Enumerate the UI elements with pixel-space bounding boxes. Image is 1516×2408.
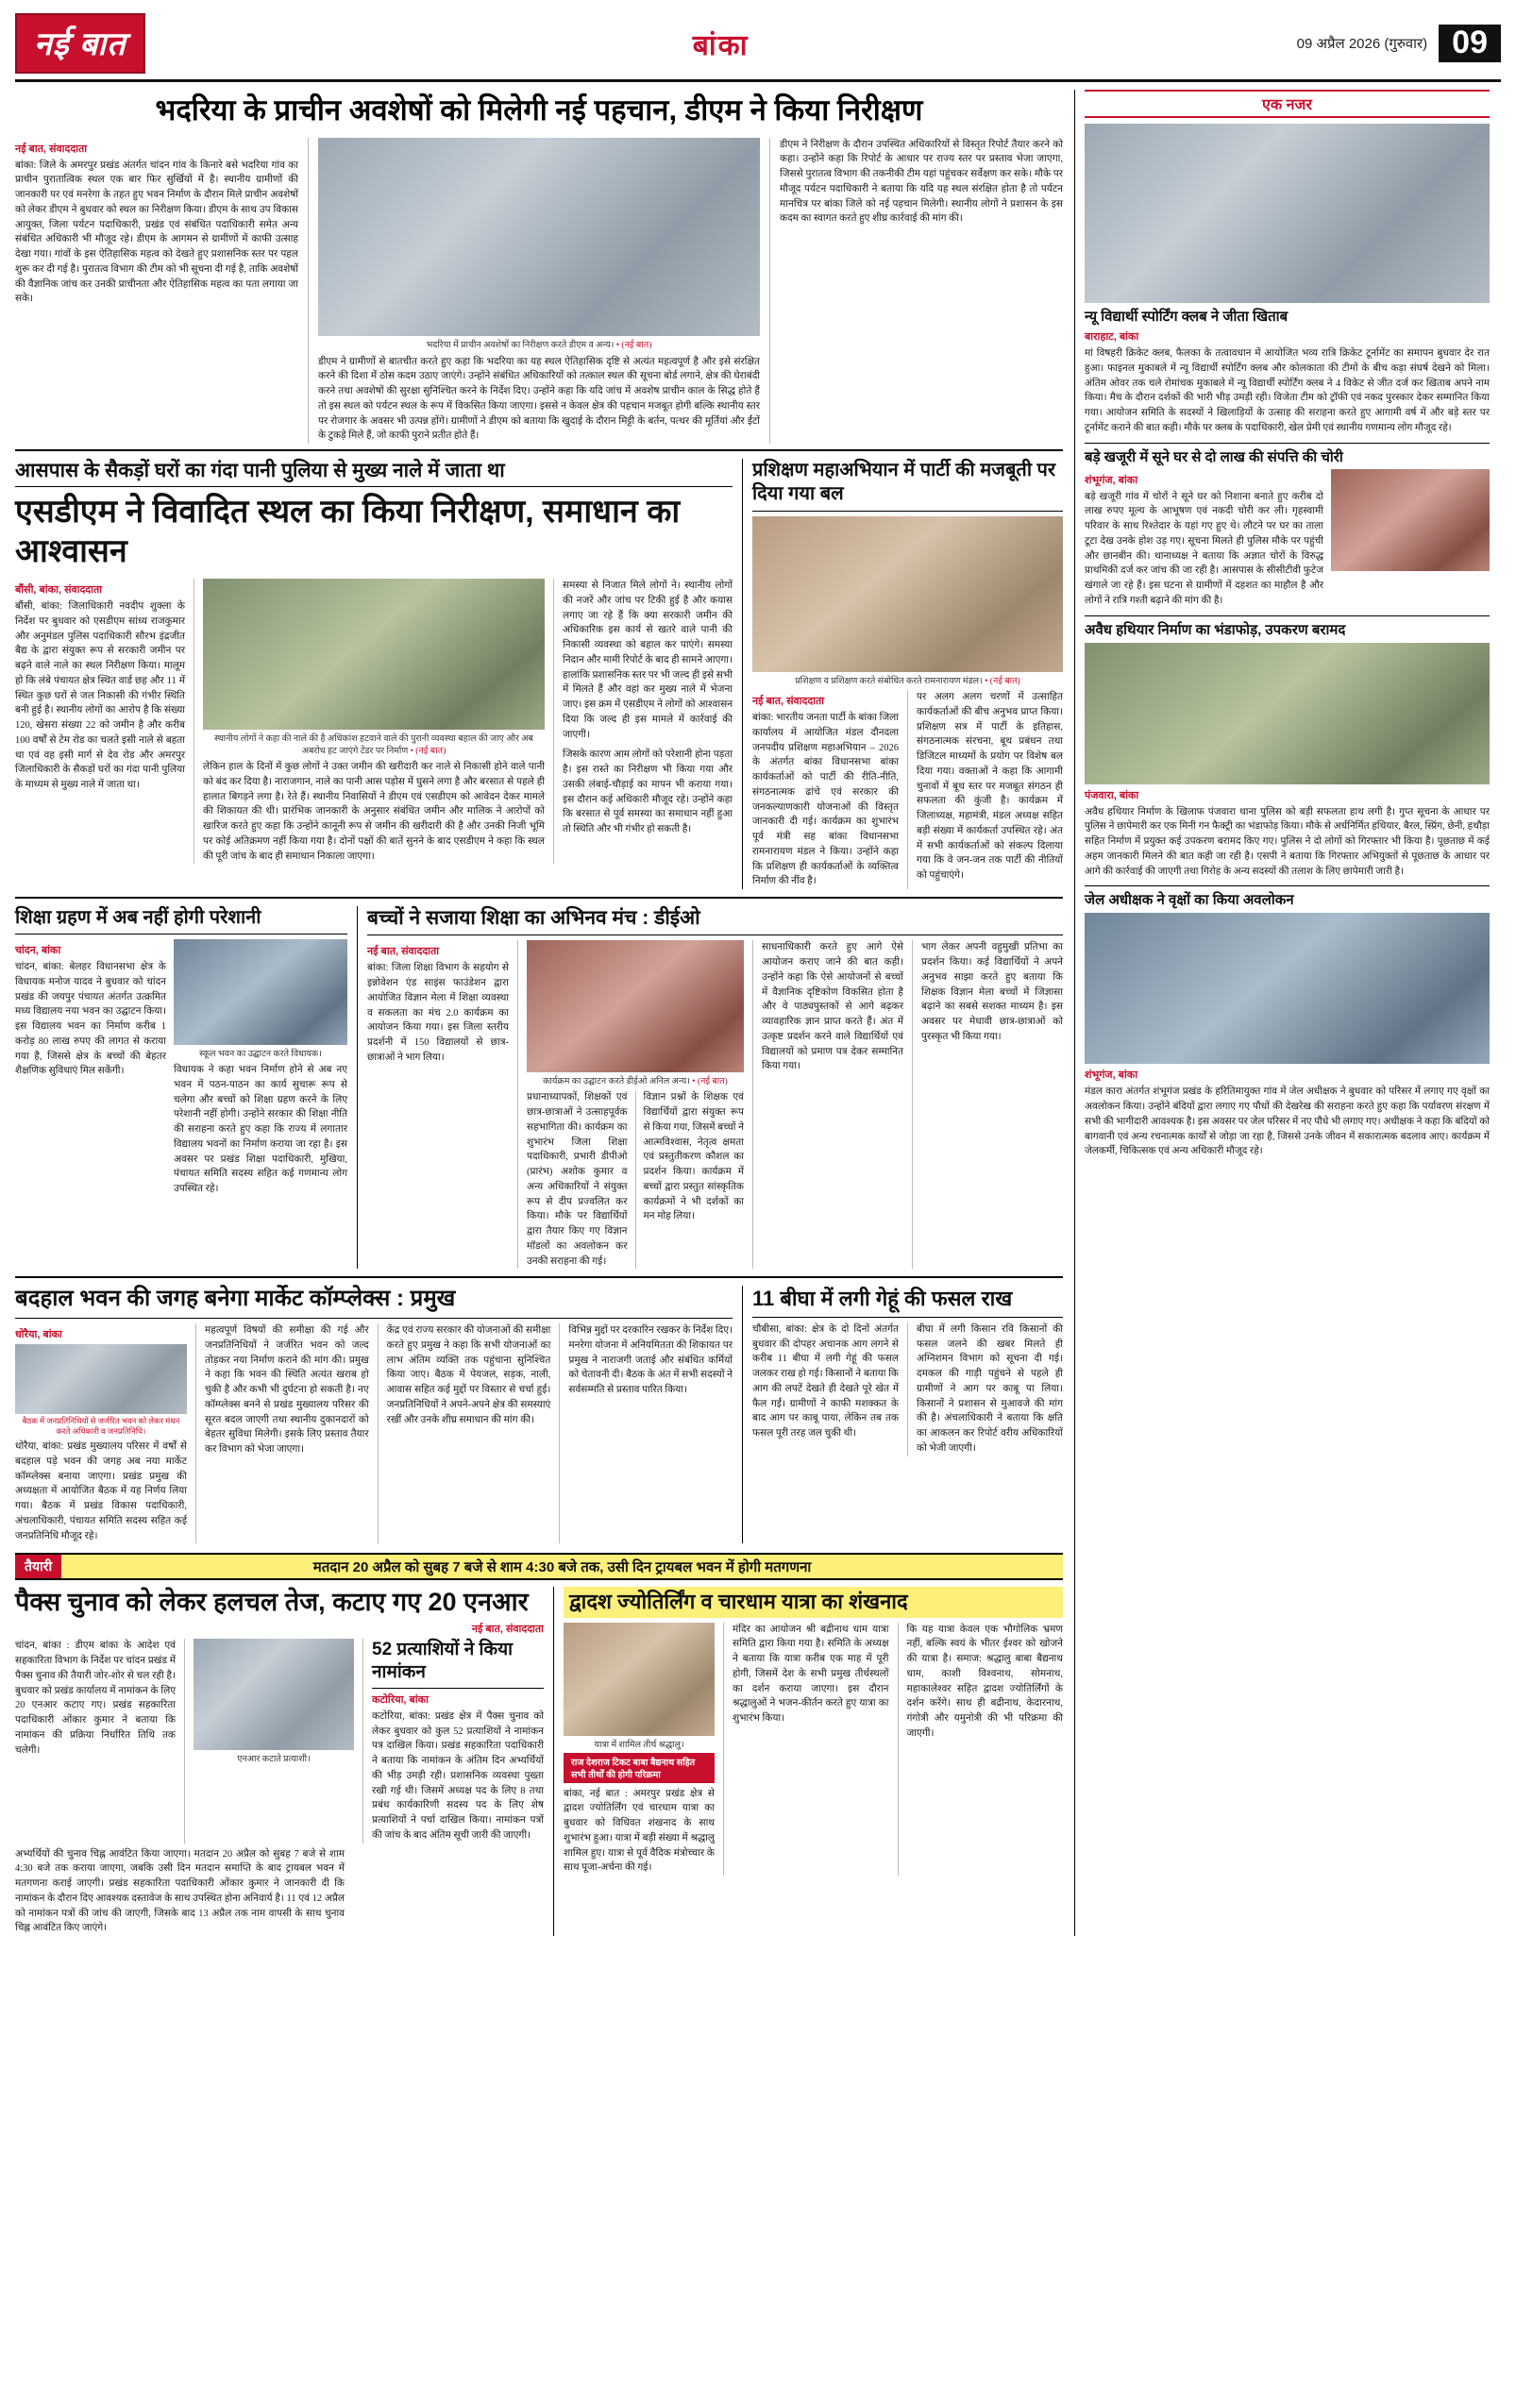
market-col-2: महत्वपूर्ण विषयों की समीक्षा की गई और जनप्रतिनिधियों ने जर्जरित भवन को जल्द तोड़कर नया निर्माण कराने की मांग की। प्रमुख ने कहा कि भवन की स्थिति अत्यंत खराब हो चुकी है और कभी भी दुर्घटना हो सकती है। नए कॉम्प्लेक्स बनने से प्रखंड मुख्यालय परिसर की सूरत बदल जाएगी तथा स्थानीय दुकानदारों को बेहतर सुविधा मिलेगी। इसके लिए प्रस्ताव तैयार कर विभाग को भेजा जाएगा। (205, 1325, 369, 1456)
training-col-2: पर अलग अलग चरणों में उत्साहित कार्यकर्ताओं की बीच अनुभव प्राप्त किया। प्रशिक्षण सत्र में पार्टी के इतिहास, संगठनात्मक संरचना, बूथ प्रबंधन तथा डिजिटल माध्यमों के प्रयोग पर विशेष बल दिया गया। वक्ताओं ने कहा कि आगामी चुनावों में बूथ स्तर पर मजबूत संगठन ही सफलता की कुंजी है। कार्यक्रम में जिलाध्यक्ष, महामंत्री, मंडल अध्यक्ष सहित बड़ी संख्या में कार्यकर्ता उपस्थित रहे। अंत में सभी कार्यकर्ताओं को संकल्प दिलाया गया कि वे जन-जन तक पार्टी की नीतियों को पहुंचाएंगे। (917, 692, 1063, 882)
dio-headline: बच्चों ने सजाया शिक्षा का अभिनव मंच : डीईओ (367, 906, 1063, 935)
publish-date: 09 अप्रैल 2026 (गुरुवार) (1296, 36, 1428, 52)
dio-col-4: साधनाधिकारी करते हुए आगे ऐसे आयोजन कराए जाने की बात कही। उन्होंने कहा कि ऐसे आयोजनों से बच्चों में वैज्ञानिक दृष्टिकोण विकसित होता है और वे पाठ्यपुस्तकों से आगे बढ़कर व्यावहारिक ज्ञान प्राप्त करते हैं। अंत में उत्कृष्ट प्रदर्शन करने वाले विद्यार्थियों एवं विद्यालयों को प्रमाण पत्र देकर सम्मानित किया गया। (762, 942, 903, 1072)
column-divider (184, 1639, 185, 1843)
story-pacs (15, 1587, 544, 1936)
sdm-caption-text: स्थानीय लोगों ने कहा की नाले की है अधिकांश हटवाने वाले की पुरानी व्यवस्था बहाल की जाए और अब अबरोध हट जाएंगे टेंडर पर निर्माण (214, 734, 533, 757)
pacs-col-2: अभ्यर्थियों की चुनाव चिह्न आवंटित किया जाएगा। मतदान 20 अप्रैल को सुबह 7 बजे से शाम 4:30 बजे तक कराया जाएगा, जबकि उसी दिन मतदान समाप्ति के बाद ट्रायबल भवन में मतगणना कराई जाएगी। प्रखंड सहकारिता पदाधिकारी ओंकार कुमार ने जानकारी दी कि नामांकन के दौरान दिए आवश्यक दस्तावेज के साथ उपस्थित होना अनिवार्य है। 11 एवं 12 अप्रैल को नामांकन पत्रों की जांच की जाएगी, जिसके बाद 13 अप्रैल तक नाम वापसी के साथ चुनाव चिह्न आवंटित किए जाएंगे। (15, 1848, 345, 1934)
column-divider (907, 690, 908, 889)
wheat-col-2: बीघा में लगी किसान रवि किसानों की फसल जलने की खबर मिलते ही अग्निशमन विभाग को सूचना दी गई। दमकल की गाड़ी पहुंचने से पहले ही ग्रामीणों ने आग पर काबू पा लिया। किसानों ने प्रशासन से मुआवजे की मांग की है। अंचलाधिकारी ने बताया कि क्षति का आकलन कर रिपोर्ट वरीय अधिकारियों को भेजी जाएगी। (917, 1323, 1063, 1454)
column-divider (195, 1323, 196, 1543)
dio-caption-text: कार्यक्रम का उद्घाटन करते डीईओ अनिल अन्य। (543, 1077, 690, 1087)
section-divider (553, 1587, 554, 1936)
rail-top-photo (1085, 124, 1490, 303)
rail-item-text: अवैध हथियार निर्माण के खिलाफ पंजवारा थाना पुलिस को बड़ी सफलता हाथ लगी है। गुप्त सूचना के आधार पर पुलिस ने छापेमारी कर एक मिनी गन फैक्ट्री का भंडाफोड़ किया। मौके से अर्धनिर्मित हथियार, बैरल, स्प्रिंग, छेनी, हथौड़ा सहित निर्माण में प्रयुक्त कई उपकरण बरामद किए गए। पुलिस ने दो लोगों को गिरफ्तार भी किया है। पूछताछ में कई अहम जानकारी मिलने की बात कही जा रही है। एसपी ने बताया कि गिरफ्तार अभियुक्तों से पूछताछ के आधार पर आगे की कार्रवाई की जाएगी तथा गिरोह के अन्य सदस्यों की तलाश के लिए छापेमारी जारी है। (1085, 806, 1490, 877)
banner-text: मतदान 20 अप्रैल को सुबह 7 बजे से शाम 4:30 बजे तक, उसी दिन ट्रायबल भवन में होगी मतगणना (61, 1555, 1063, 1578)
rail-item-text: मां विषहरी क्रिकेट क्लब, फैलका के तत्वावधान में आयोजित भव्य रात्रि क्रिकेट टूर्नामेंट का समापन बुधवार देर रात हुआ। फाइनल मुकाबले में न्यू विद्यार्थी स्पोर्टिंग क्लब और कोलकाता की टीमों के बीच कड़ा संघर्ष देखने को मिला। अंतिम ओवर तक चले रोमांचक मुकाबले में न्यू विद्यार्थी स्पोर्टिंग क्लब ने 4 विकेट से जीत दर्ज कर खिताब अपने नाम किया। मैच के दौरान दर्शकों की भारी भीड़ उमड़ी रही। विजेता टीम को ट्रॉफी एवं नकद पुरस्कार देकर सम्मानित किया गया। आयोजन समिति के सदस्यों ने खिलाड़ियों के उत्साह की सराहना करते हुए आगामी वर्ष में और बड़े स्तर पर टूर्नामेंट कराने की बात कही। मौके पर क्लब के पदाधिकारी, खेल प्रेमी एवं स्थानीय गणमान्य लोग मौजूद रहे। (1085, 348, 1490, 433)
market-col-1: धोरैया, बांका: प्रखंड मुख्यालय परिसर में वर्षों से बदहाल पड़े भवन की जगह अब नया मार्केट कॉम्प्लेक्स बनाया जाएगा। प्रखंड प्रमुख की अध्यक्षता में आयोजित बैठक में यह निर्णय लिया गया। बैठक में प्रखंड विकास पदाधिकारी, अंचलाधिकारी, पंचायत समिति सदस्य सहित कई जनप्रतिनिधि मौजूद रहे। (15, 1441, 187, 1541)
training-caption-credit: • (नई बात) (985, 677, 1020, 687)
rail-item (1085, 622, 1490, 880)
rail-item-byline: शंभूगंज, बांका (1085, 474, 1138, 486)
sdm-col-4: जिसके कारण आम लोगों को परेशानी होना पड़ता है। इस रास्ते का निरीक्षण भी किया गया और उसकी लंबाई-चौड़ाई का मापन भी कराया गया। इस दौरान कई अधिकारी मौजूद रहे। उन्होंने कहा कि बरसात से पूर्व समस्या का समाधान नहीं हुआ तो स्थिति और भी गंभीर हो सकती है। (563, 749, 733, 835)
column-divider (559, 1323, 560, 1543)
pacs-col-1: चांदन, बांका : डीएम बांका के आदेश एवं सहकारिता विभाग के निर्देश पर चांदन प्रखंड में पैक्स चुनाव की तैयारी जोर-शोर से चल रही है। बुधवार को प्रखंड कार्यालय में नामांकन के लिए 20 एनआर कटाए गए। प्रखंड सहकारिता पदाधिकारी ओंकार कुमार ने बताया कि नामांकन की प्रक्रिया निर्धारित तिथि तक चलेगी। (15, 1641, 176, 1756)
rail-item-text: मंडल कारा अंतर्गत शंभूगंज प्रखंड के हरितिमायुक्त गांव में जेल अधीक्षक ने बुधवार को परिसर में लगाए गए वृक्षों का अवलोकन किया। उन्होंने बंदियों द्वारा लगाए गए पौधों की देखरेख की सराहना करते हुए कहा कि पर्यावरण संरक्षण में सभी की भागीदारी आवश्यक है। इस अवसर पर जेल परिसर में नए पौधे भी लगाए गए। अधीक्षक ने कहा कि बंदियों को बागवानी एवं अन्य रचनात्मक कार्यों से जोड़ा जा रहा है, जिससे उनके जीवन में सकारात्मक बदलाव आए। कार्यक्रम में जेलकर्मी, चिकित्सक एवं अन्य अधिकारी मौजूद रहे। (1085, 1086, 1490, 1157)
market-photo-caption: बैठक में जनप्रतिनिधियों से जर्जरित भवन को लेकर मंथन करते अधिकारी व जनप्रतिनिधि। (22, 1416, 180, 1437)
jyotirling-col-3: कि यह यात्रा केवल एक भौगोलिक भ्रमण नहीं, बल्कि स्वयं के भीतर ईश्वर को खोजने की यात्रा है। समाज: श्रद्धालु बाबा बैद्यनाथ धाम, काशी विश्वनाथ, सोमनाथ, महाकालेश्वर सहित द्वादश ज्योतिर्लिंगों के दर्शन करेंगे। साथ ही बद्रीनाथ, केदारनाथ, गंगोत्री और यमुनोत्री की भी परिक्रमा की जाएगी। (906, 1624, 1063, 1739)
pacs-photo (194, 1639, 354, 1750)
dio-col-1: बांका: जिला शिक्षा विभाग के सहयोग से इन्नोवेशन एंड साइंस फाउंडेशन द्वारा आयोजित विज्ञान मेला में शिक्षा व्यवस्था व सकलता का मंच 2.0 कार्यक्रम का आयोजन किया गया। इस जिला स्तरीय प्रदर्शनी में 150 विद्यालयों से छात्र-छात्राओं ने भाग लिया। (367, 963, 509, 1063)
training-byline: नई बात, संवाददाता (752, 696, 825, 708)
page-body (15, 90, 1501, 1936)
sdm-photo (203, 579, 545, 730)
story-market (15, 1286, 733, 1543)
school-photo (174, 939, 347, 1045)
sdm-headline: एसडीएम ने विवादित स्थल का किया निरीक्षण, समाधान का आश्वासन (15, 494, 681, 569)
market-photo (15, 1344, 187, 1414)
dio-col-3: विज्ञान प्रश्नों के शिक्षक एवं विद्यार्थियों द्वारा संयुक्त रूप से किया गया, जिसमें बच्चों ने आत्मविश्वास, नेतृत्व क्षमता एवं प्रस्तुतीकरण कौशल का प्रदर्शन किया। कार्यक्रम में बच्चों द्वारा प्रस्तुत सांस्कृतिक कार्यक्रमों ने भी दर्शकों का मन मोह लिया। (643, 1092, 744, 1222)
section-divider (357, 906, 358, 1269)
rail-item-text: बड़े खजूरी गांव में चोरों ने सूने घर को निशाना बनाते हुए करीब दो लाख रुपए मूल्य के आभूषण एवं नकदी चोरी कर ली। गृहस्वामी परिवार के साथ रिश्तेदार के यहां गए हुए थे। लौटने पर घर का ताला टूटा देख उनके होश उड़ गए। सूचना मिलते ही पुलिस मौके पर पहुंची और छानबीन की। थानाध्यक्ष ने बताया कि अज्ञात चोरों के विरुद्ध प्राथमिकी दर्ज कर जांच की जा रही है। आसपास के सीसीटीवी फुटेज खंगाले जा रहे हैं। इस घटना से ग्रामीणों में दहशत का माहौल है और लोगों ने रात्रि गश्ती बढ़ाने की मांग की है। (1085, 491, 1323, 606)
dio-col-2: प्रधानाध्यापकों, शिक्षकों एवं छात्र-छात्राओं ने उत्साहपूर्वक सहभागिता की। कार्यक्रम का शुभारंभ जिला शिक्षा पदाधिकारी, प्रभारी डीपीओ (प्रारंभ) अशोक कुमार व अन्य अधिकारियों ने संयुक्त रूप से दीप प्रज्वलित कर किया। मौके पर विद्यार्थियों द्वारा तैयार किए गए विज्ञान मॉडलों का अवलोकन कर उनकी सराहना की गई। (527, 1092, 628, 1267)
column-divider (752, 940, 753, 1269)
column-divider (362, 1639, 363, 1843)
fifty-two-headline: 52 प्रत्याशियों ने किया नामांकन (372, 1639, 544, 1689)
dio-caption-credit: • (नई बात) (692, 1077, 728, 1087)
lead-col-1: बांका: जिले के अमरपुर प्रखंड अंतर्गत चांदन गांव के किनारे बसे भदरिया गांव का प्राचीन पुरातात्विक स्थल एक बार फिर सुर्खियों में है। स्थानीय ग्रामीणों की जानकारी पर एवं मनरेगा के तहत हुए भवन निर्माण के दौरान मिले प्राचीन अवशेषों को लेकर डीएम ने बुधवार को स्थल का निरीक्षण किया। डीएम के साथ उप विकास आयुक्त, जिला पर्यटन पदाधिकारी, प्रखंड एवं संबंधित पदाधिकारी समेत अन्य संबंधित अधिकारी भी मौजूद रहे। डीएम के आगमन से ग्रामीणों में काफी उत्साह देखा गया। गांवों के इस ऐतिहासिक महत्व को देखते हुए प्रशासनिक स्तर पर पहल शुरू कर दी गई है। पुरातत्व विभाग की टीम को भी सूचना दी गई है, ताकि अवशेषों की वैज्ञानिक जांच कर उनकी प्राचीनता और ऐतिहासिक महत्व का पता लगाया जा सके। (15, 160, 298, 305)
rail-item-title: अवैध हथियार निर्माण का भंडाफोड़, उपकरण बरामद (1085, 621, 1346, 638)
story-dio (367, 906, 1063, 1269)
banner-tag: तैयारी (15, 1555, 61, 1578)
sdm-col-2: लेकिन हाल के दिनों में कुछ लोगों ने उक्त जमीन की खरीदारी कर नाले से निकासी होने वाले पानी को बंद कर दिया है। नाराजगान, नाले का पानी आस पड़ोस में घुसने लगा है और बरसात से पहले ही हालात बिगड़ने लगा है। रेते हैं। स्थानीय निवासियों ने डीएम एवं एसडीएम को आवेदन देकर मामले की शिकायत की थी। प्रारंभिक जानकारी के अनुसार संबंधित जमीन और मालिक ने आरोपों को खारिज करते हुए कहा कि उन्होंने कानूनी रूप से जमीन की खरीदारी की है और उनकी निजी भूमि पर कोई अतिक्रमण नहीं किया गया है। दोनों पक्षों की बातें सुनने के बाद एसडीएम ने कहा कि स्थल की पूरी जांच के बाद ही समाधान निकाला जाएगा। (203, 762, 545, 862)
column-divider (308, 138, 309, 445)
pacs-photo-caption: एनआर कटाते प्रत्याशी। (237, 1755, 311, 1765)
school-byline: चांदन, बांका (15, 945, 61, 957)
column-divider (378, 1323, 379, 1543)
dio-col-5: भाग लेकर अपनी वहुमुखी प्रतिभा का प्रदर्शन किया। कई विद्यार्थियों ने अपने अनुभव साझा करते हुए बताया कि शिक्षक विज्ञान मेला बच्चों में जिज्ञासा बढ़ाने का सबसे सशक्त माध्यम है। इस अवसर पर मेधावी छात्र-छात्राओं को पुरस्कृत भी किया गया। (921, 942, 1063, 1042)
rail-item-byline: पंजवारा, बांका (1085, 789, 1139, 801)
sdm-kicker: आसपास के सैकड़ों घरों का गंदा पानी पुलिया से मुख्य नाले में जाता था (15, 459, 733, 487)
rail-divider (1085, 885, 1490, 886)
sdm-byline: बौंसी, बांका, संवाददाता (15, 584, 103, 597)
rail-item (1085, 449, 1490, 609)
school-col-2: विधायक ने कहा भवन निर्माण होने से अब नए भवन में पठन-पाठन का कार्य सुचारू रूप से चलेगा और बच्चों को शिक्षा ग्रहण करने के लिए परेशानी नहीं होगी। उन्होंने सरकार की शिक्षा नीति की सराहना करते हुए कहा कि राज्य में लगातार विद्यालय भवनों का निर्माण कराया जा रहा है। इस अवसर पर प्रखंड शिक्षा पदाधिकारी, मुखिया, पंचायत समिति सदस्य सहित कई गणमान्य लोग उपस्थित रहे। (174, 1065, 347, 1195)
jyotirling-col-1: बांका, नई बात : अमरपुर प्रखंड क्षेत्र से द्वादश ज्योतिर्लिंग एवं चारधाम यात्रा का बुधवार को विधिवत शंखनाद के साथ शुभारंभ हुआ। यात्रा में बड़ी संख्या में श्रद्धालु शामिल हुए। यात्रा से पूर्व वैदिक मंत्रोच्चार के साथ पूजा-अर्चना की गई। (564, 1788, 715, 1874)
jyotirling-kicker: राज देशराज टिकट बाबा बैद्यनाथ सहित सभी तीर्थों की होगी परिक्रमा (564, 1753, 715, 1783)
lead-caption-text: भदरिया में प्राचीन अवशेषों का निरीक्षण करते डीएम व अन्य। (426, 340, 615, 350)
rail-item-photo (1085, 643, 1490, 784)
training-col-1: बांका: भारतीय जनता पार्टी के बांका जिला कार्यालय में आयोजित मंडल दौनदला जनपदीय प्रशिक्षण महाअभियान – 2026 के अंतर्गत बांका विधानसभा बांका कार्यकर्ताओं को पार्टी की रीति-नीति, संगठनात्मक ढांचे एवं सरकार की जनकल्याणकारी योजनाओं की विस्तृत जानकारी दी गई। कार्यक्रम का शुभारंभ पूर्व मंत्री सह बांका विधानसभा रामनारायण मंडल ने किया। उन्होंने कहा कि प्रशिक्षण ही कार्यकर्ताओं के व्यक्तित्व निर्माण की नींव है। (752, 713, 899, 887)
sdm-col-1: बौंसी, बांका: जिलाधिकारी नवदीप शुक्ला के निर्देश पर बुधवार को एसडीएम सांध्य राजकुमार और अनुमंडल पुलिस पदाधिकारी सौरभ इंद्रजीत बैद्य के द्वारा संयुक्त रूप से सरकारी जमीन पर बढ़ने वाले नाले का स्थल निरीक्षण किया। मालूम हो कि लंबे पंचायत क्षेत्र स्थित वार्ड छह और 11 में स्थित कुछ घरों से जल निकासी की गंभीर स्थिति बनी हुई है। स्थानीय लोगों का आरोप है कि संख्या 120, खेसरा संख्या 22 को जमीन है और करीब 100 वर्षों से टेम रोड का चलते इसी नाले से बहता था एवं वह इसी मार्ग से देव रोड और अमरपुर जिलाधिकारी के सैकड़ों घरों का गंदा पानी पुलिया के माध्यम से मुख्य नाले में जाता था। (15, 601, 185, 791)
rail-item-title: न्यू विद्यार्थी स्पोर्टिंग क्लब ने जीता खिताब (1085, 309, 1289, 325)
date-page-group (1297, 25, 1501, 62)
lead-photo (318, 138, 760, 336)
lead-caption-credit: • (नई बात) (615, 340, 652, 350)
sdm-caption-credit: • (नई बात) (410, 747, 446, 757)
election-banner (15, 1553, 1063, 1580)
market-col-3: केंद्र एवं राज्य सरकार की योजनाओं की समीक्षा करते हुए प्रमुख ने कहा कि सभी योजनाओं का लाभ अंतिम व्यक्ति तक पहुंचाना सुनिश्चित किया जाए। बैठक में पेयजल, सड़क, नाली, आवास सहित कई मुद्दों पर विस्तार से चर्चा हुई। जनप्रतिनिधियों ने अपने-अपने क्षेत्र की समस्याएं रखीं और उनके शीघ्र समाधान की मांग की। (386, 1325, 551, 1425)
story-training (752, 459, 1063, 889)
training-photo-caption (752, 672, 1063, 686)
dio-photo (527, 940, 744, 1072)
column-divider (907, 1322, 908, 1457)
masthead (15, 13, 1501, 82)
market-headline: बदहाल भवन की जगह बनेगा मार्केट कॉम्प्लेक्स : प्रमुख (15, 1286, 733, 1319)
dio-photo-caption (527, 1072, 744, 1086)
sidebar-ek-nazar (1074, 90, 1490, 1936)
column-divider (635, 1090, 636, 1269)
page-number: 09 (1439, 25, 1501, 62)
school-col-1: चांदन, बांका: बेलहर विधानसभा क्षेत्र के विधायक मनोज यादव ने बुधवार को चांदन प्रखंड की जयपुर पंचायत अंतर्गत उत्क्रमित मध्य विद्यालय नया भवन का उद्घाटन किया। इस विद्यालय भवन का निर्माण करीब 1 करोड़ 80 लाख रुपए की लागत से कराया गया है, जिससे क्षेत्र के बच्चों की बेहतर शैक्षणिक सुविधाएं मिल सकेंगी। (15, 962, 166, 1077)
section-divider (742, 459, 743, 889)
wheat-col-1: चौबीसा, बांका: क्षेत्र के दो दिनों अंतर्गत बुधवार की दोपहर अचानक आग लगने से करीब 11 बीघा में लगी गेहूं की फसल जलकर राख हो गई। किसानों ने बताया कि आग की लपटें देखते ही देखते पूरे खेत में फैल गईं। ग्रामीणों ने काफी मशक्कत के बाद आग पर काबू पाया, लेकिन तब तक फसल पूरी तरह जल चुकी थी। (752, 1323, 899, 1440)
rail-divider (1085, 443, 1490, 444)
story-jyotirling (564, 1587, 1063, 1936)
pacs-headline: पैक्स चुनाव को लेकर हलचल तेज, कटाए गए 20 एनआर (15, 1588, 529, 1617)
jyotirling-photo-caption: यात्रा में शामिल तीर्थ श्रद्धालु। (594, 1740, 684, 1750)
lead-photo-caption (318, 336, 760, 350)
lead-byline: नई बात, संवाददाता (15, 143, 88, 155)
school-photo-caption: स्कूल भवन का उद्घाटन करते विधायक। (199, 1050, 322, 1060)
rail-item-byline: शंभूगंज, बांका (1085, 1069, 1138, 1082)
fifty-two-byline: कटोरिया, बांका (372, 1693, 429, 1706)
training-caption-text: प्रशिक्षण व प्रशिक्षण करते संबोधित करते रामनारायण मंडल। (795, 677, 983, 687)
rail-item-byline: बाराहाट, बांका (1085, 331, 1139, 343)
column-divider (517, 940, 518, 1269)
market-byline: धोरैया, बांका (15, 1329, 62, 1341)
pacs-byline: नई बात, संवाददाता (471, 1624, 544, 1636)
story-school (15, 906, 347, 1269)
newspaper-logo: नई बात (15, 13, 145, 74)
rail-banner: एक नजर (1085, 90, 1490, 118)
jyotirling-headline: द्वादश ज्योतिर्लिंग व चारधाम यात्रा का शंखनाद (569, 1590, 908, 1614)
lead-story (15, 90, 1063, 451)
lead-col-3: डीएम ने निरीक्षण के दौरान उपस्थित अधिकारियों से विस्तृत रिपोर्ट तैयार करने को कहा। उन्होंने कहा कि रिपोर्ट के आधार पर राज्य स्तर पर प्रस्ताव भेजा जाएगा, जिससे पुरातत्व विभाग की तकनीकी टीम यहां पहुंचकर सर्वेक्षण कर सके। मौके पर मौजूद पर्यटन पदाधिकारी ने बताया कि यदि यह स्थल संरक्षित होता है तो पर्यटन मानचित्र पर बांका जिले को नई पहचान मिलेगी। स्थानीय लोगों ने प्रशासन के इस कदम का स्वागत करते हुए शीघ्र कार्रवाई की मांग की। (780, 139, 1063, 225)
jyotirling-col-2: मंदिर का आयोजन श्री बद्रीनाथ धाम यात्रा समिति द्वारा किया गया है। समिति के अध्यक्ष ने बताया कि यात्रा करीब एक माह में पूरी होगी, जिसमें देश के सभी प्रमुख तीर्थस्थलों का दर्शन कराया जाएगा। इस दौरान श्रद्धालुओं ने भजन-कीर्तन करते हुए यात्रा का शुभारंभ किया। (733, 1624, 889, 1725)
fifty-two-col-1: कटोरिया, बांका: प्रखंड क्षेत्र में पैक्स चुनाव को लेकर बुधवार को कुल 52 प्रत्याशियों ने नामांकन पत्र दाखिल किया। प्रखंड सहकारिता पदाधिकारी ने बताया कि नामांकन के अंतिम दिन अभ्यर्थियों की भीड़ उमड़ी रही। प्रशासनिक व्यवस्था पुख्ता रखी गई थी। जिसमें अध्यक्ष पद के लिए 8 तथा प्रबंध कार्यकारिणी सदस्य पद के लिए शेष प्रत्याशियों ने पर्चा दाखिल किया। नामांकन पत्रों की जांच के बाद अंतिम सूची जारी की जाएगी। (372, 1710, 544, 1841)
story-wheat (752, 1286, 1063, 1543)
rail-item-title: बड़े खजूरी में सूने घर से दो लाख की संपत्ति की चोरी (1085, 448, 1343, 465)
jyotirling-photo (564, 1623, 715, 1736)
rail-divider (1085, 615, 1490, 616)
column-divider (723, 1623, 724, 1877)
lead-col-2: डीएम ने ग्रामीणों से बातचीत करते हुए कहा कि भदरिया का यह स्थल ऐतिहासिक दृष्टि से अत्यंत महत्वपूर्ण है और इसे संरक्षित करने की दिशा में ठोस कदम उठाए जाएंगे। उन्होंने संबंधित अधिकारियों को तत्काल स्थल की सूचना बोर्ड लगाने, क्षेत्र की घेराबंदी करने तथा अवशेषों की सुरक्षा सुनिश्चित करने के निर्देश दिए। उन्होंने कहा कि यदि जांच में अवशेष प्राचीन काल के सिद्ध होते हैं तो इस स्थल को पर्यटन स्थल के रूप में विकसित किया जाएगा। इससे न केवल क्षेत्र की पहचान मजबूत होगी बल्कि स्थानीय स्तर पर रोजगार के अवसर भी उत्पन्न होंगे। ग्रामीणों ने डीएम को बताया कि खुदाई के दौरान मिट्टी के बर्तन, पत्थर की मूर्तियां और ईंटों के टुकड़े मिले हैं, जो काफी पुराने प्रतीत होते हैं। (318, 356, 761, 442)
column-divider (898, 1623, 899, 1877)
column-divider (912, 940, 913, 1269)
sdm-photo-caption (203, 730, 545, 756)
column-divider (553, 579, 554, 864)
rail-item (1085, 309, 1490, 436)
rail-item-photo (1085, 913, 1490, 1064)
sdm-col-3: समस्या से निजात मिले लोगों ने। स्थानीय लोगों की नजरें और जांच पर टिकी हुई है और कयास लगाए जा रहे हैं कि क्या सरकारी जमीन की अधिकारिक इस कार्य से खतरे वाले पानी की निकासी व्यवस्था को बहाल कर पाएंगे। समस्या निदान और मामी रिपोर्ट के बाद ही सामने आएगा। हालांकि प्रशासनिक स्तर पर भी जल्द ही इसे सभी में मिलते हैं और वहां कर मुख्य नाले में भेजना जाए। इस क्रम में एसडीएम ने लोगों को आश्वासन दिया कि जल्द ही इस मामले में कार्रवाई की जाएगी। (563, 581, 733, 740)
rail-item (1085, 892, 1490, 1159)
column-divider (769, 138, 770, 445)
edition-name: बांका (692, 29, 750, 61)
section-divider (742, 1286, 743, 1543)
wheat-headline: 11 बीघा में लगी गेहूं की फसल राख (752, 1286, 1063, 1318)
training-photo (752, 516, 1063, 672)
dio-byline: नई बात, संवाददाता (367, 946, 440, 958)
market-col-4: विभिन्न मुद्दों पर दरकारिन रखकर के निर्देश दिए। मनरेगा योजना में अनियमितता की शिकायत पर प्रमुख ने नाराजगी जताई और संबंधित कर्मियों को चेतावनी दी। बैठक के अंत में सभी सदस्यों ने सर्वसम्मति से प्रस्ताव पारित किया। (568, 1325, 733, 1396)
lead-headline: भदरिया के प्राचीन अवशेषों को मिलेगी नई पहचान, डीएम ने किया निरीक्षण (155, 93, 923, 126)
training-headline: प्रशिक्षण महाअभियान में पार्टी की मजबूती पर दिया गया बल (752, 459, 1063, 512)
story-sdm (15, 459, 733, 889)
rail-item-title: जेल अधीक्षक ने वृक्षों का किया अवलोकन (1085, 892, 1294, 909)
main-content (15, 90, 1063, 1936)
rail-item-photo (1331, 469, 1490, 571)
school-headline: शिक्षा ग्रहण में अब नहीं होगी परेशानी (15, 906, 347, 935)
